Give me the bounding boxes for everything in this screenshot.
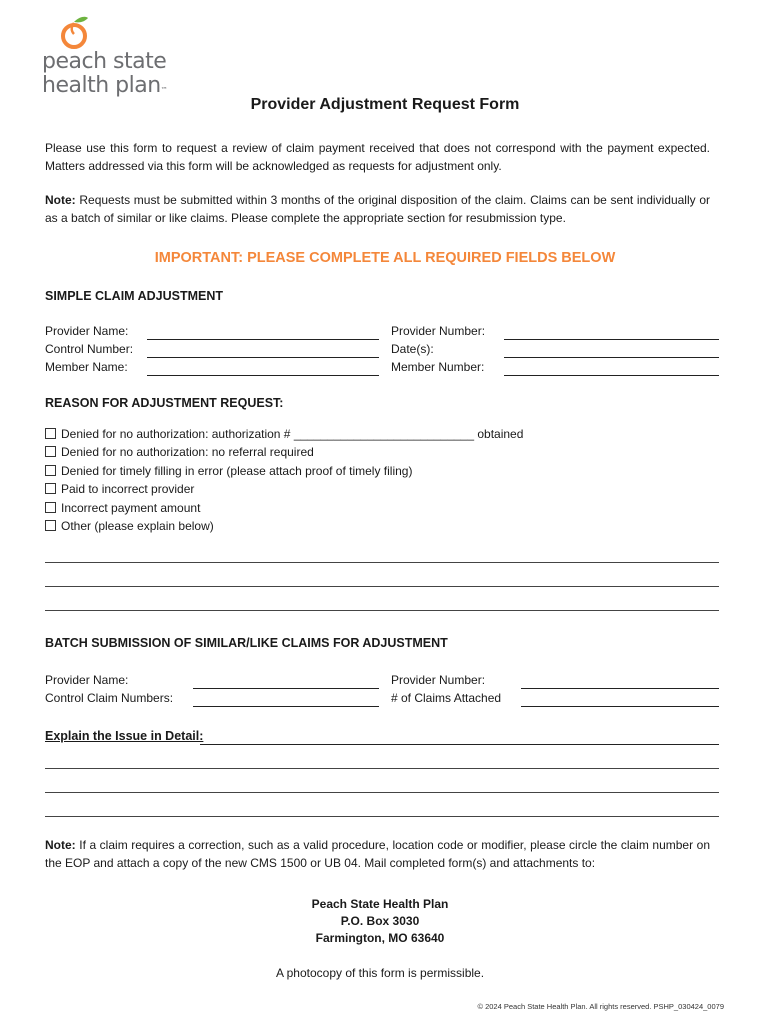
checkbox-icon[interactable] [45, 520, 56, 531]
reason-checkbox-incorrect-amount[interactable]: Incorrect payment amount [45, 501, 200, 515]
note-label: Note: [45, 193, 76, 207]
control-claim-numbers-label: Control Claim Numbers: [45, 691, 174, 705]
note2-label: Note: [45, 838, 76, 852]
member-name-field[interactable] [147, 375, 379, 376]
provider-name-label: Provider Name: [45, 324, 129, 338]
member-number-label: Member Number: [391, 360, 485, 374]
logo-trademark: ™ [160, 86, 168, 94]
address-line-2: P.O. Box 3030 [340, 914, 420, 928]
reason-checkbox-no-referral[interactable]: Denied for no authorization: no referral required [45, 445, 314, 459]
member-name-label: Member Name: [45, 360, 128, 374]
note-paragraph [45, 191, 710, 227]
batch-provider-number-label: Provider Number: [391, 673, 486, 687]
checkbox-icon[interactable] [45, 483, 56, 494]
reason-checkbox-other[interactable]: Other (please explain below) [45, 519, 214, 533]
reason-checkbox-no-auth-obtained[interactable]: Denied for no authorization: authorization # ___________________________ obtained [45, 427, 523, 441]
explain-detail-line-3[interactable] [45, 816, 719, 817]
reason-checkbox-incorrect-provider[interactable]: Paid to incorrect provider [45, 482, 194, 496]
explain-detail-line-2[interactable] [45, 792, 719, 793]
peach-state-logo [42, 12, 172, 102]
explain-detail-line-0[interactable] [200, 744, 719, 745]
checkbox-icon[interactable] [45, 465, 56, 476]
reason-checkbox-timely-filing[interactable]: Denied for timely filling in error (please attach proof of timely filing) [45, 464, 412, 478]
batch-provider-name-field[interactable] [193, 688, 379, 689]
provider-name-field[interactable] [147, 339, 379, 340]
intro-paragraph: Please use this form to request a review of claim payment received that does not correspond with the payment expected. Matters addressed via this form will be acknowledged as requests for adjustment only. [45, 141, 710, 173]
logo-line2: health plan™ [42, 73, 168, 98]
dates-label: Date(s): [391, 342, 434, 356]
correction-note-paragraph [45, 836, 710, 872]
batch-provider-number-field[interactable] [521, 688, 719, 689]
reason-heading: REASON FOR ADJUSTMENT REQUEST: [45, 396, 284, 410]
mailing-address [0, 896, 760, 947]
control-claim-numbers-field[interactable] [193, 706, 379, 707]
member-number-field[interactable] [504, 375, 719, 376]
simple-claim-heading: SIMPLE CLAIM ADJUSTMENT [45, 289, 224, 303]
form-title: Provider Adjustment Request Form [250, 96, 520, 113]
explain-detail-heading: Explain the Issue in Detail: [45, 729, 204, 743]
explain-line-2[interactable] [45, 586, 719, 587]
batch-heading: BATCH SUBMISSION OF SIMILAR/LIKE CLAIMS FOR ADJUSTMENT [45, 636, 448, 650]
provider-number-label: Provider Number: [391, 324, 486, 338]
copyright-footer: © 2024 Peach State Health Plan. All rights reserved. PSHP_030424_0079 [477, 1002, 724, 1011]
address-line-1: Peach State Health Plan [311, 897, 449, 911]
note2-text: If a claim requires a correction, such as a valid procedure, location code or modifier, please circle the claim number on the EOP and attach a copy of the new CMS 1500 or UB 04. Mail completed form(s) and attachments to: [45, 838, 710, 870]
explain-line-3[interactable] [45, 610, 719, 611]
explain-detail-line-1[interactable] [45, 768, 719, 769]
logo-line1: peach state [42, 49, 167, 74]
checkbox-icon[interactable] [45, 428, 56, 439]
claims-attached-label: # of Claims Attached [391, 691, 502, 705]
batch-provider-name-label: Provider Name: [45, 673, 129, 687]
important-banner: IMPORTANT: PLEASE COMPLETE ALL REQUIRED FIELDS BELOW [154, 250, 616, 266]
checkbox-icon[interactable] [45, 446, 56, 457]
note-text: Requests must be submitted within 3 months of the original disposition of the claim. Claims can be sent individually or as a batch of similar or like claims. Please complete the appropriate section for resubmission type. [45, 193, 710, 225]
checkbox-icon[interactable] [45, 502, 56, 513]
control-number-label: Control Number: [45, 342, 134, 356]
claims-attached-field[interactable] [521, 706, 719, 707]
peach-icon [54, 12, 94, 52]
address-line-3: Farmington, MO 63640 [315, 931, 445, 945]
provider-number-field[interactable] [504, 339, 719, 340]
explain-line-1[interactable] [45, 562, 719, 563]
dates-field[interactable] [504, 357, 719, 358]
photocopy-notice: A photocopy of this form is permissible. [275, 966, 485, 980]
control-number-field[interactable] [147, 357, 379, 358]
